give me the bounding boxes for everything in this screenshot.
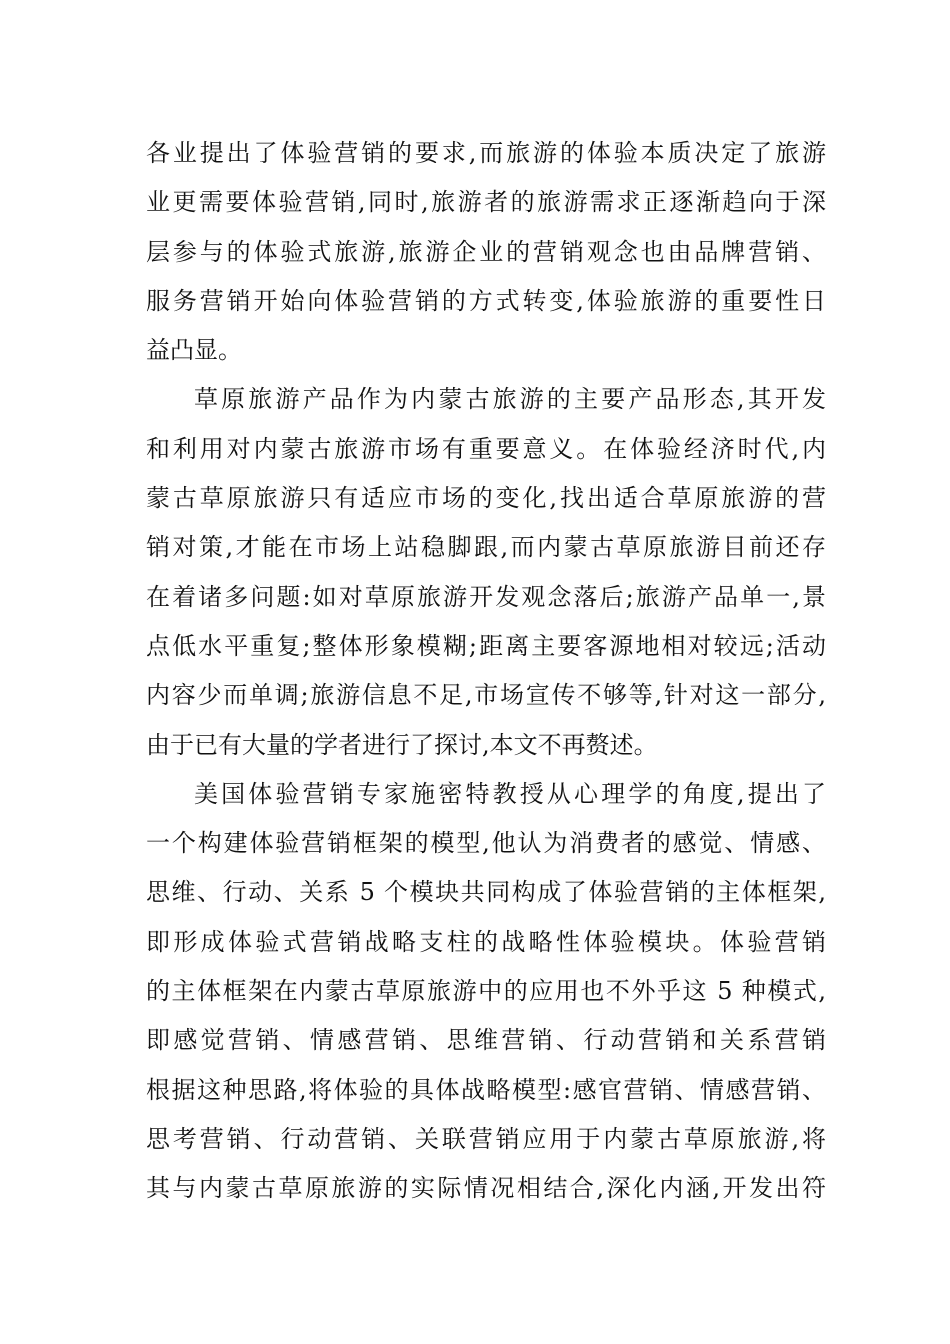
text-line: 一个构建体验营销框架的模型,他认为消费者的感觉、情感、 (146, 829, 826, 858)
text-line: 由于已有大量的学者进行了探讨,本文不再赘述。 (146, 730, 658, 759)
text-line: 业更需要体验营销,同时,旅游者的旅游需求正逐渐趋向于深 (146, 188, 826, 217)
text-line: 思维、行动、关系 5 个模块共同构成了体验营销的主体框架, (146, 878, 826, 907)
text-line: 层参与的体验式旅游,旅游企业的营销观念也由品牌营销、 (146, 237, 826, 266)
text-line: 各业提出了体验营销的要求,而旅游的体验本质决定了旅游 (146, 139, 826, 167)
paragraph-first-line: 美国体验营销专家施密特教授从心理学的角度,提出了 (194, 779, 826, 808)
text-line: 益凸显。 (146, 336, 242, 365)
text-line: 即形成体验式营销战略支柱的战略性体验模块。体验营销 (146, 927, 826, 956)
body-text (146, 129, 826, 1214)
text-line: 销对策,才能在市场上站稳脚跟,而内蒙古草原旅游目前还存 (146, 533, 826, 562)
text-line: 蒙古草原旅游只有适应市场的变化,找出适合草原旅游的营 (146, 484, 826, 513)
text-line: 服务营销开始向体验营销的方式转变,体验旅游的重要性日 (146, 286, 826, 315)
text-line: 即感觉营销、情感营销、思维营销、行动营销和关系营销 (146, 1026, 826, 1055)
text-line: 和利用对内蒙古旅游市场有重要意义。在体验经济时代,内 (146, 434, 826, 463)
text-line: 思考营销、行动营销、关联营销应用于内蒙古草原旅游,将 (146, 1124, 826, 1153)
text-line: 其与内蒙古草原旅游的实际情况相结合,深化内涵,开发出符 (146, 1174, 826, 1203)
text-line: 在着诸多问题:如对草原旅游开发观念落后;旅游产品单一,景 (146, 582, 826, 611)
text-line: 根据这种思路,将体验的具体战略模型:感官营销、情感营销、 (146, 1075, 826, 1104)
text-line: 的主体框架在内蒙古草原旅游中的应用也不外乎这 5 种模式, (146, 977, 826, 1006)
text-line: 内容少而单调;旅游信息不足,市场宣传不够等,针对这一部分, (146, 681, 826, 710)
text-line: 点低水平重复;整体形象模糊;距离主要客源地相对较远;活动 (146, 631, 826, 660)
paragraph-first-line: 草原旅游产品作为内蒙古旅游的主要产品形态,其开发 (194, 385, 826, 414)
